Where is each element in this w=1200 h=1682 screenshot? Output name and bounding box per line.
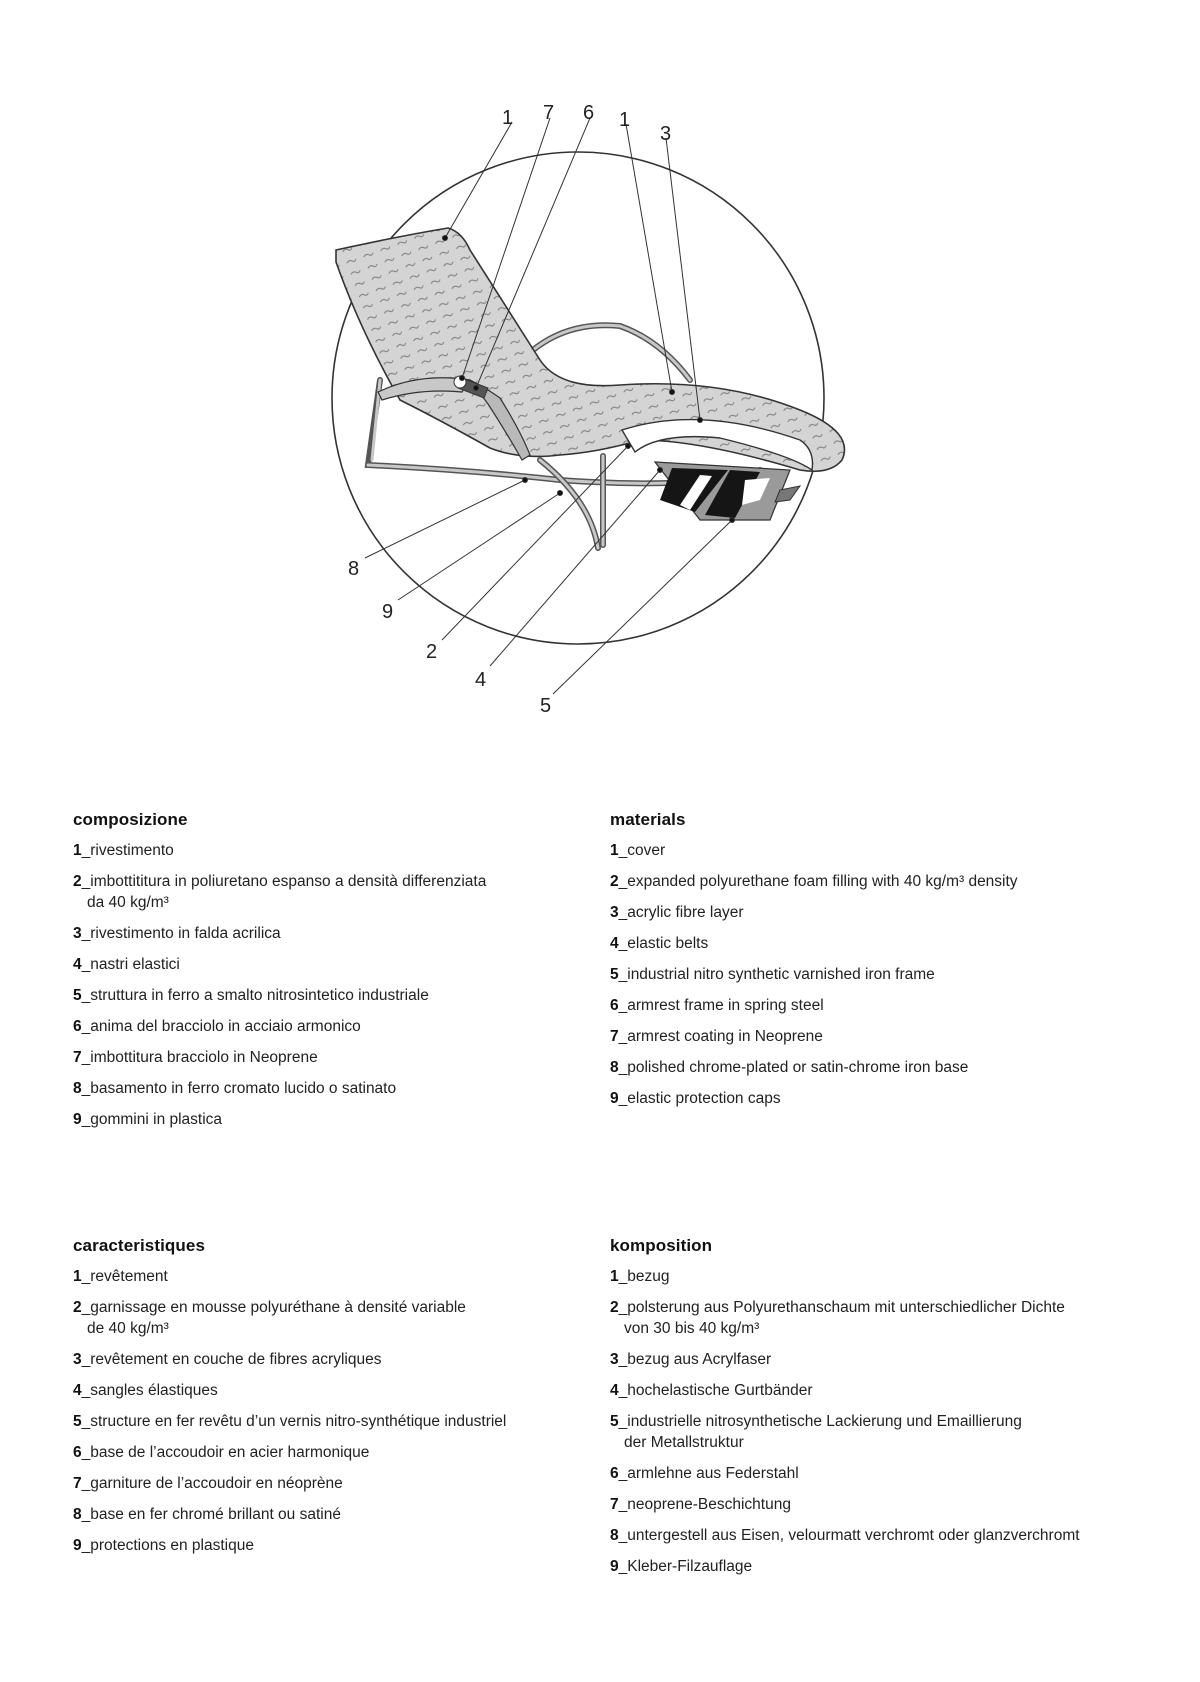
item-text-continued: der Metallstruktur bbox=[624, 1434, 744, 1451]
callout-7: 7 bbox=[543, 102, 555, 124]
callout-1-seat: 1 bbox=[619, 109, 631, 131]
item-number: 8 bbox=[73, 1506, 82, 1523]
item-number: 3 bbox=[610, 904, 619, 921]
item-number: 5 bbox=[610, 1413, 619, 1430]
item-number: 5 bbox=[73, 987, 82, 1004]
callout-9: 9 bbox=[382, 601, 394, 623]
list-item bbox=[73, 1297, 573, 1339]
item-text: _Kleber-Filzauflage bbox=[618, 1558, 753, 1575]
list-item bbox=[610, 1556, 1110, 1577]
item-number: 7 bbox=[73, 1049, 82, 1066]
item-number: 6 bbox=[610, 1465, 619, 1482]
item-number: 9 bbox=[610, 1558, 619, 1575]
section-french bbox=[73, 1236, 573, 1566]
item-text: _anima del bracciolo in acciaio armonico bbox=[81, 1018, 361, 1035]
list-item bbox=[73, 871, 573, 913]
callout-5: 5 bbox=[540, 695, 552, 717]
item-number: 2 bbox=[73, 1299, 82, 1316]
item-text: _structure en fer revêtu d’un vernis nitro-synthétique industriel bbox=[81, 1413, 507, 1430]
list-item bbox=[610, 1026, 1110, 1047]
list-item bbox=[73, 1109, 573, 1130]
parts-list bbox=[73, 840, 573, 1130]
item-text: _imbottititura in poliuretano espanso a densità differenziata bbox=[81, 873, 487, 890]
section-title: materials bbox=[610, 810, 686, 829]
item-number: 4 bbox=[610, 1382, 619, 1399]
item-text: _sangles élastiques bbox=[81, 1382, 218, 1399]
list-item bbox=[73, 1411, 573, 1432]
item-text: _revêtement en couche de fibres acryliques bbox=[81, 1351, 382, 1368]
item-text: _base en fer chromé brillant ou satiné bbox=[81, 1506, 341, 1523]
list-item bbox=[610, 1380, 1110, 1401]
item-number: 6 bbox=[73, 1444, 82, 1461]
item-number: 3 bbox=[73, 1351, 82, 1368]
list-item bbox=[73, 923, 573, 944]
callout-1-top: 1 bbox=[502, 107, 514, 129]
item-number: 5 bbox=[610, 966, 619, 983]
list-item bbox=[73, 954, 573, 975]
item-number: 7 bbox=[610, 1028, 619, 1045]
item-number: 9 bbox=[610, 1090, 619, 1107]
item-text: _bezug bbox=[618, 1268, 670, 1285]
callout-8: 8 bbox=[348, 558, 360, 580]
item-number: 5 bbox=[73, 1413, 82, 1430]
item-number: 7 bbox=[610, 1496, 619, 1513]
item-number: 8 bbox=[73, 1080, 82, 1097]
item-text: _revêtement bbox=[81, 1268, 168, 1285]
item-text: _struttura in ferro a smalto nitrosintetico industriale bbox=[81, 987, 429, 1004]
list-item bbox=[610, 1088, 1110, 1109]
item-text-continued: von 30 bis 40 kg/m³ bbox=[624, 1320, 760, 1337]
item-number: 4 bbox=[73, 1382, 82, 1399]
item-number: 1 bbox=[610, 1268, 619, 1285]
item-text-continued: de 40 kg/m³ bbox=[87, 1320, 169, 1337]
section-english bbox=[610, 810, 1110, 1119]
list-item bbox=[73, 1504, 573, 1525]
list-item bbox=[610, 840, 1110, 861]
item-text: _rivestimento bbox=[81, 842, 174, 859]
list-item bbox=[610, 1525, 1110, 1546]
section-italian bbox=[73, 810, 573, 1140]
item-text: _nastri elastici bbox=[81, 956, 180, 973]
list-item bbox=[610, 1349, 1110, 1370]
list-item bbox=[610, 1494, 1110, 1515]
list-item bbox=[73, 1078, 573, 1099]
list-item bbox=[73, 1380, 573, 1401]
item-text: _garniture de l’accoudoir en néoprène bbox=[81, 1475, 343, 1492]
parts-list bbox=[73, 1266, 573, 1556]
list-item bbox=[610, 1266, 1110, 1287]
item-text: _hochelastische Gurtbänder bbox=[618, 1382, 813, 1399]
parts-list bbox=[610, 840, 1110, 1109]
item-text: _rivestimento in falda acrilica bbox=[81, 925, 281, 942]
callout-3: 3 bbox=[660, 123, 672, 145]
list-item bbox=[73, 1473, 573, 1494]
item-text: _elastic protection caps bbox=[618, 1090, 781, 1107]
item-text: _armrest frame in spring steel bbox=[618, 997, 824, 1014]
list-item bbox=[610, 871, 1110, 892]
section-title: composizione bbox=[73, 810, 188, 829]
section-german bbox=[610, 1236, 1110, 1587]
item-number: 1 bbox=[610, 842, 619, 859]
list-item bbox=[73, 1266, 573, 1287]
list-item bbox=[610, 1463, 1110, 1484]
item-number: 2 bbox=[610, 1299, 619, 1316]
list-item bbox=[610, 995, 1110, 1016]
callout-2: 2 bbox=[426, 641, 438, 663]
item-text: _armrest coating in Neoprene bbox=[618, 1028, 823, 1045]
list-item bbox=[610, 933, 1110, 954]
list-item bbox=[73, 1349, 573, 1370]
item-text: _base de l’accoudoir en acier harmonique bbox=[81, 1444, 370, 1461]
item-number: 6 bbox=[73, 1018, 82, 1035]
item-number: 1 bbox=[73, 1268, 82, 1285]
list-item bbox=[610, 1411, 1110, 1453]
section-title: caracteristiques bbox=[73, 1236, 206, 1255]
list-item bbox=[610, 902, 1110, 923]
item-number: 8 bbox=[610, 1527, 619, 1544]
list-item bbox=[73, 1442, 573, 1463]
list-item bbox=[73, 1047, 573, 1068]
item-text: _armlehne aus Federstahl bbox=[618, 1465, 799, 1482]
item-text: _polished chrome-plated or satin-chrome iron base bbox=[618, 1059, 969, 1076]
item-text: _polsterung aus Polyurethanschaum mit unterschiedlicher Dichte bbox=[618, 1299, 1065, 1316]
callout-6: 6 bbox=[583, 102, 595, 124]
item-text: _imbottitura bracciolo in Neoprene bbox=[81, 1049, 318, 1066]
list-item bbox=[610, 964, 1110, 985]
item-text: _gommini in plastica bbox=[81, 1111, 223, 1128]
item-number: 9 bbox=[73, 1537, 82, 1554]
list-item bbox=[73, 840, 573, 861]
list-item bbox=[610, 1297, 1110, 1339]
item-text: _garnissage en mousse polyuréthane à densité variable bbox=[81, 1299, 466, 1316]
item-text: _acrylic fibre layer bbox=[618, 904, 744, 921]
item-text: _industrielle nitrosynthetische Lackierung und Emaillierung bbox=[618, 1413, 1022, 1430]
item-text: _neoprene-Beschichtung bbox=[618, 1496, 791, 1513]
chaise-longue-exploded-diagram bbox=[0, 0, 1200, 760]
item-text: _untergestell aus Eisen, velourmatt verchromt oder glanzverchromt bbox=[618, 1527, 1080, 1544]
list-item bbox=[610, 1057, 1110, 1078]
item-text-continued: da 40 kg/m³ bbox=[87, 894, 169, 911]
item-number: 3 bbox=[73, 925, 82, 942]
item-number: 8 bbox=[610, 1059, 619, 1076]
item-text: _elastic belts bbox=[618, 935, 709, 952]
elastic-belts bbox=[655, 462, 800, 520]
item-number: 2 bbox=[610, 873, 619, 890]
item-number: 2 bbox=[73, 873, 82, 890]
item-number: 7 bbox=[73, 1475, 82, 1492]
item-number: 9 bbox=[73, 1111, 82, 1128]
section-title: komposition bbox=[610, 1236, 713, 1255]
item-number: 4 bbox=[610, 935, 619, 952]
item-text: _bezug aus Acrylfaser bbox=[618, 1351, 772, 1368]
item-number: 3 bbox=[610, 1351, 619, 1368]
item-text: _expanded polyurethane foam filling with 40 kg/m³ density bbox=[618, 873, 1018, 890]
list-item bbox=[73, 1016, 573, 1037]
item-number: 6 bbox=[610, 997, 619, 1014]
callout-4: 4 bbox=[475, 669, 487, 691]
list-item bbox=[73, 985, 573, 1006]
item-text: _industrial nitro synthetic varnished iron frame bbox=[618, 966, 935, 983]
item-number: 4 bbox=[73, 956, 82, 973]
item-number: 1 bbox=[73, 842, 82, 859]
parts-list bbox=[610, 1266, 1110, 1577]
item-text: _protections en plastique bbox=[81, 1537, 254, 1554]
item-text: _cover bbox=[618, 842, 666, 859]
item-text: _basamento in ferro cromato lucido o satinato bbox=[81, 1080, 397, 1097]
list-item bbox=[73, 1535, 573, 1556]
